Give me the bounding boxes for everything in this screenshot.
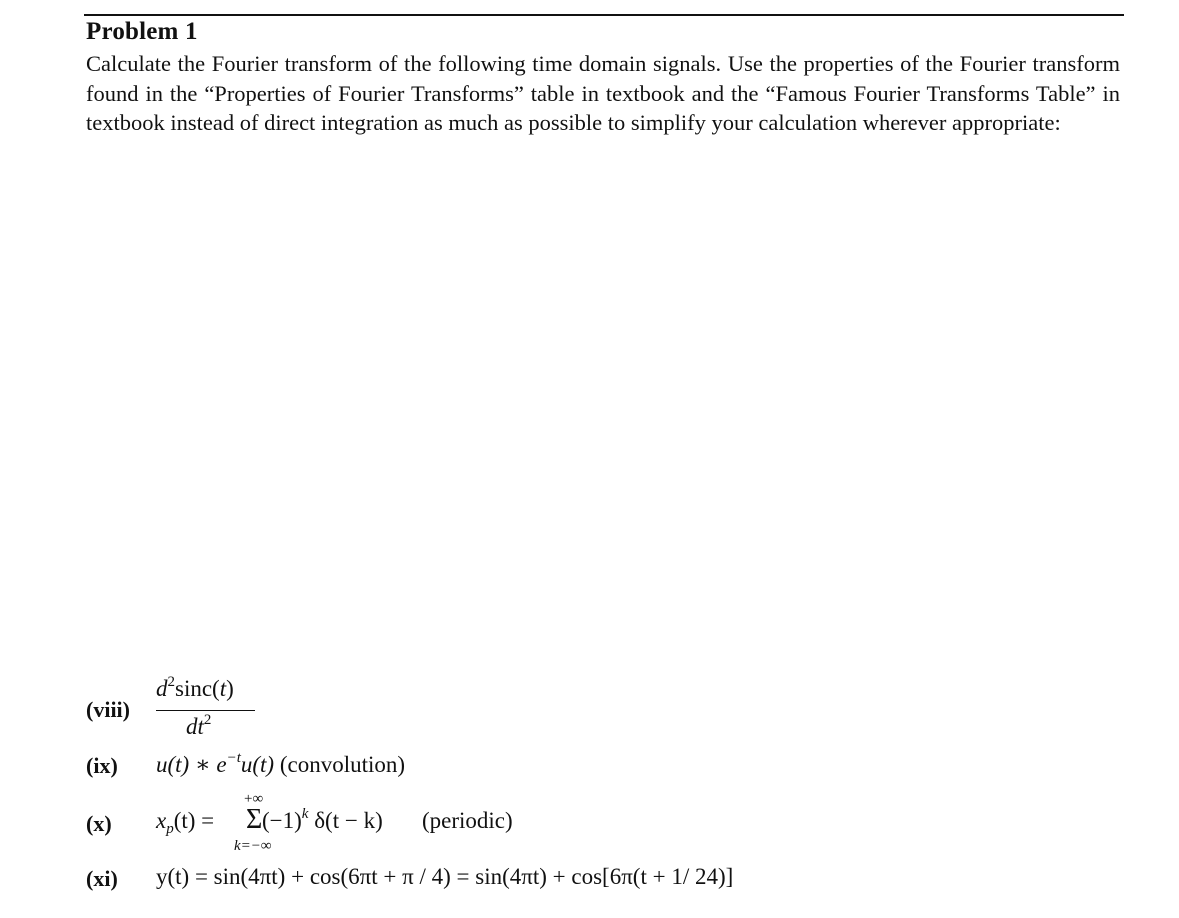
item-label-xi: (xi)	[86, 866, 118, 891]
item-xi-expression: y(t) = sin(4πt) + cos(6πt + π / 4) = sin(4πt) + cos[6π(t + 1/ 24)]	[156, 864, 734, 889]
x-term-exponent: k	[301, 806, 309, 822]
fraction-bar	[156, 710, 255, 711]
ix-star: ∗	[189, 752, 217, 777]
x-symbol: x	[156, 808, 167, 833]
numerator-close: )	[226, 676, 234, 701]
item-x-rhs	[262, 808, 383, 834]
sum-sigma: Σ	[246, 804, 263, 835]
item-label-viii: (viii)	[86, 697, 130, 722]
item-label-ix: (ix)	[86, 753, 118, 778]
sum-lower-limit: k=−∞	[234, 838, 272, 854]
x-delta: δ(t − k)	[308, 808, 383, 833]
denominator-exponent: 2	[203, 712, 212, 728]
item-x-lhs	[156, 808, 215, 837]
x-subscript: p	[166, 821, 174, 837]
numerator-variable: t	[219, 676, 227, 701]
ix-u2: u	[240, 752, 253, 777]
numerator-d: d	[156, 676, 168, 701]
x-term: (−1)	[262, 808, 302, 833]
numerator-exponent: 2	[167, 674, 175, 690]
ix-t2: (t)	[252, 752, 275, 777]
problem-instructions: Calculate the Fourier transform of the following time domain signals. Use the properties of the Fourier transform found in the “Properties of Fourier Transforms” table in textbook and the “Famous Fourier Transforms Table” in textbook instead of direct integration as much as possible to simplify your calculation wherever appropriate:	[86, 51, 1120, 135]
item-viii-numerator	[156, 676, 234, 702]
item-viii-denominator	[186, 714, 211, 740]
top-rule	[84, 14, 1124, 16]
ix-e: e	[216, 752, 227, 777]
item-x-note: (periodic)	[422, 808, 513, 833]
sum-upper-limit: +∞	[244, 791, 264, 807]
denominator-dt: dt	[186, 714, 204, 739]
item-label-x: (x)	[86, 811, 112, 836]
problem-title: Problem 1	[86, 18, 198, 45]
numerator-function: sinc(	[175, 676, 220, 701]
ix-exponent: −t	[226, 750, 241, 766]
x-argument: (t) =	[173, 808, 215, 833]
item-ix-expression	[156, 752, 405, 778]
ix-u1: u	[156, 752, 168, 777]
ix-t1: (t)	[167, 752, 190, 777]
ix-note: (convolution)	[274, 752, 406, 777]
